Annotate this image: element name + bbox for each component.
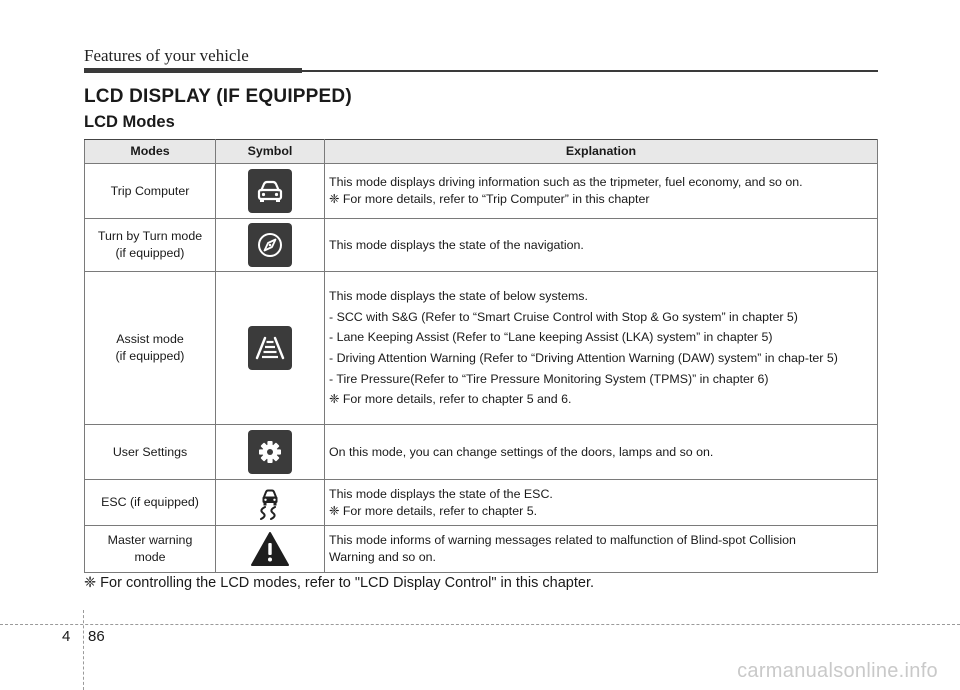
mode-cell [85,164,216,219]
page-footer-divider [83,610,84,690]
explanation-text: This mode displays the state of the ESC. [329,487,553,501]
assist-system-item: - Tire Pressure(Refer to “Tire Pressure Monitoring System (TPMS)” in chapter 6) [329,371,769,386]
explanation-text: On this mode, you can change settings of the doors, lamps and so on. [329,444,714,459]
table-row-esc [85,480,878,526]
symbol-cell [216,480,325,526]
explanation-note: ❈ For more details, refer to “Trip Computer” in this chapter [329,192,650,206]
section-heading: LCD DISPLAY (IF EQUIPPED) [84,86,352,107]
table-row-user-settings [85,425,878,480]
mode-label-qualifier: (if equipped) [115,246,185,260]
explanation-text: This mode displays driving information such as the tripmeter, fuel economy, and so on. [329,175,803,190]
page-chapter-number: 4 [62,628,71,645]
column-header-explanation: Explanation [325,140,878,164]
watermark: carmanualsonline.info [737,660,938,682]
page-footer-rule [0,624,960,625]
mode-label-qualifier: (if equipped) [115,349,185,363]
symbol-cell [216,164,325,219]
column-header-modes: Modes [85,140,216,164]
table-header-row [85,140,878,164]
mode-cell [85,526,216,572]
page-number: 86 [88,628,105,645]
explanation-text-continuation: Warning and so on. [329,550,436,565]
gear-icon [248,430,292,474]
mode-cell [85,425,216,480]
mode-label: Trip Computer [110,183,190,198]
warning-triangle-icon [248,529,292,569]
explanation-cell [325,480,878,526]
car-icon [248,169,292,213]
explanation-cell [325,219,878,272]
mode-cell [85,219,216,272]
compass-icon [248,223,292,267]
explanation-text: This mode displays the state of the navigation. [329,237,584,252]
symbol-cell [216,425,325,480]
mode-label: User Settings [112,444,188,459]
esc-skid-icon [248,483,292,523]
explanation-text: This mode informs of warning messages related to malfunction of Blind-spot Collision [329,533,796,548]
mode-label: ESC (if equipped) [101,495,199,510]
explanation-text: This mode displays the state of below systems. [329,288,588,303]
table-row-trip-computer [85,164,878,219]
mode-label: Assist mode [116,332,184,347]
table-row-assist-mode [85,272,878,425]
symbol-cell [216,219,325,272]
column-header-symbol: Symbol [216,140,325,164]
explanation-cell [325,164,878,219]
explanation-cell [325,526,878,572]
explanation-cell [325,425,878,480]
mode-cell [85,480,216,526]
table-row-master-warning [85,526,878,572]
symbol-cell [216,526,325,572]
explanation-note: ❈ For more details, refer to chapter 5 and 6. [329,392,572,407]
chapter-title: Features of your vehicle [84,46,249,65]
symbol-cell [216,272,325,425]
mode-label-continuation: mode [134,550,166,565]
mode-label: Master warning [107,533,193,548]
table-row-turn-by-turn [85,219,878,272]
assist-system-item: - Lane Keeping Assist (Refer to “Lane keeping Assist (LKA) system” in chapter 5) [329,330,773,345]
mode-label: Turn by Turn mode [97,229,203,244]
explanation-cell [325,272,878,425]
footer-note: ❈ For controlling the LCD modes, refer to "LCD Display Control" in this chapter. [84,575,595,591]
assist-system-item: - Driving Attention Warning (Refer to “Driving Attention Warning (DAW) system” in chap-ter 5) [329,351,838,365]
lane-assist-icon [248,326,292,370]
lcd-modes-table [84,139,878,573]
explanation-note: ❈ For more details, refer to chapter 5. [329,503,538,518]
assist-system-item: - SCC with S&G (Refer to “Smart Cruise Control with Stop & Go system” in chapter 5) [329,309,798,324]
mode-cell [85,272,216,425]
sub-heading: LCD Modes [84,113,175,131]
chapter-title-rule [84,70,878,72]
